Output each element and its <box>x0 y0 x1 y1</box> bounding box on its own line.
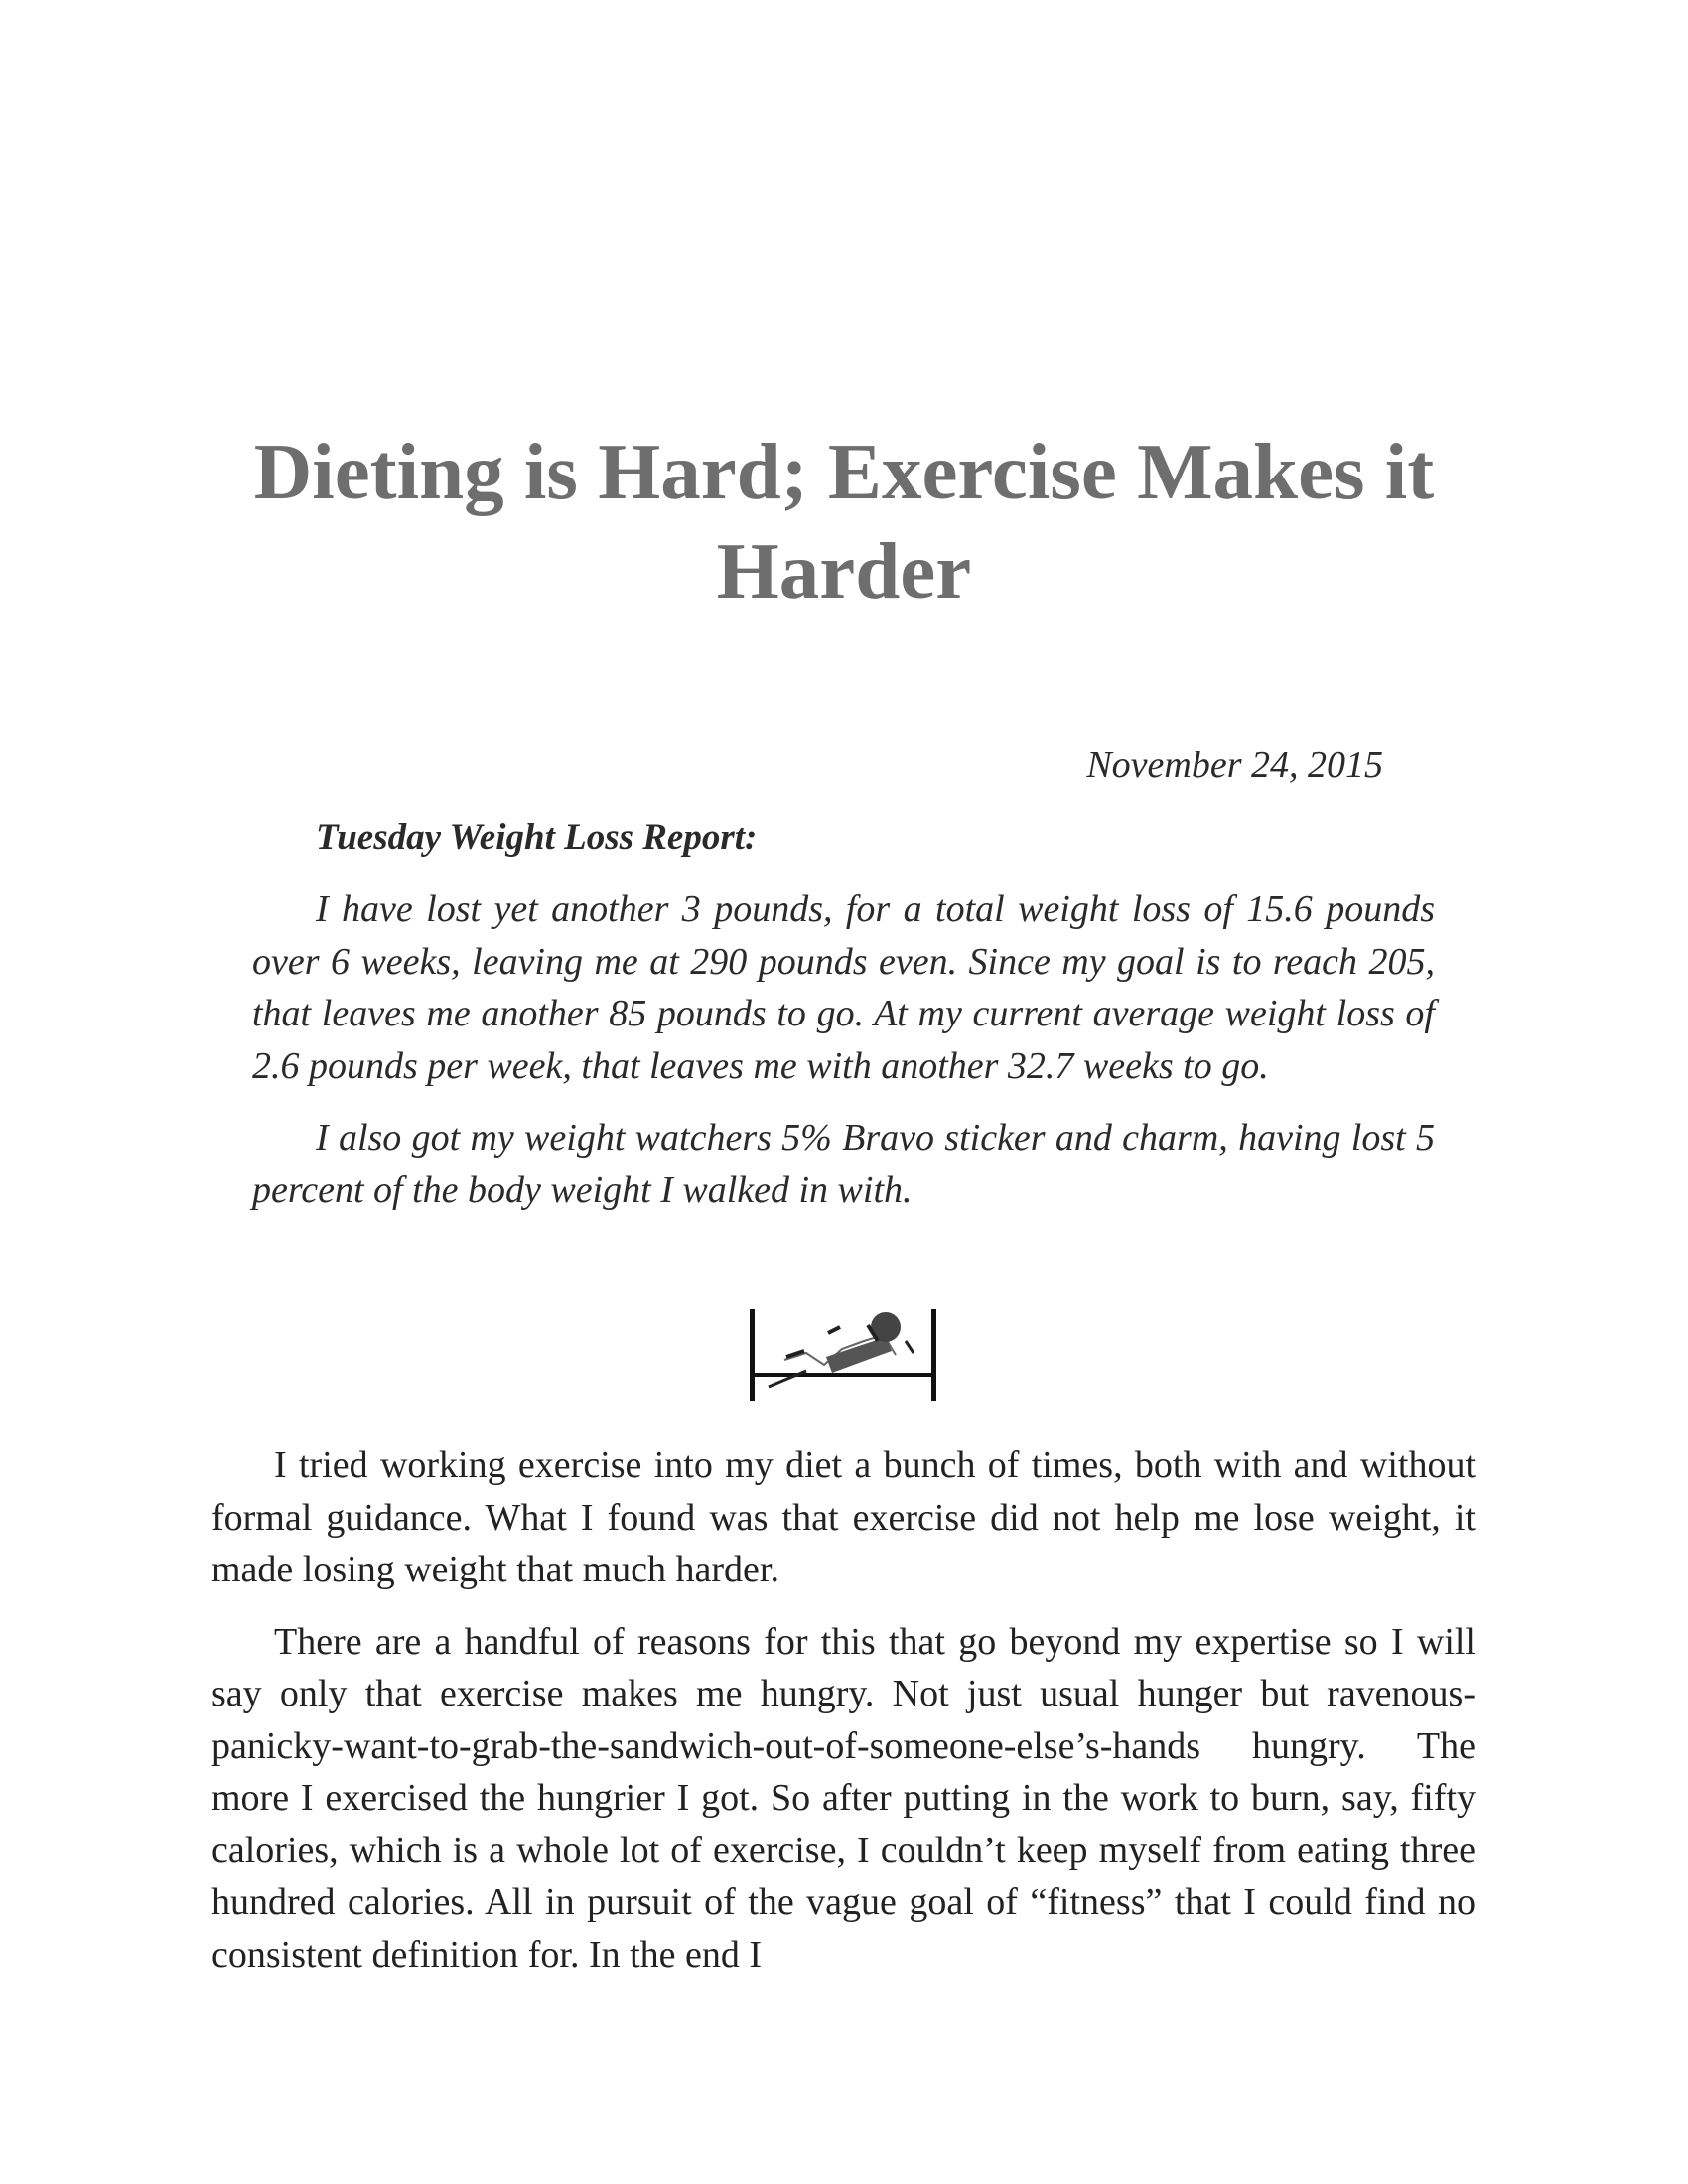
page-title: Dieting is Hard; Exercise Makes it Harder <box>253 427 1435 615</box>
report-paragraph: I also got my weight watchers 5% Bravo sticker and charm, having lost 5 percent of the body weight I walked in with. <box>252 1117 1435 1211</box>
body-paragraph: There are a handful of reasons for this that go beyond my expertise so I will say only that exercise makes me hungry. Not just usual hunger but ravenous-panicky-want-to-grab-the-sandwich-out-of-someone-else’s-hands hungry. The more I exercised the hungrier I got. So after putting in the work to burn, say, fifty calories, which is a whole lot of exercise, I couldn’t keep myself from eating three hundred calories. All in pursuit of the vague goal of “fitness” that I could find no consistent definition for. In the end I <box>211 1620 1476 1976</box>
weight-loss-report <box>252 884 1435 1236</box>
bed-frame <box>755 1373 931 1377</box>
report-heading: Tuesday Weight Loss Report: <box>316 817 758 858</box>
report-paragraph: I have lost yet another 3 pounds, for a total weight loss of 15.6 pounds over 6 weeks, leaving me at 290 pounds even. Since my goal is to reach 205, that leaves me another 85 pounds to go. At my current average weight loss of 2.6 pounds per week, that leaves me with another 32.7 weeks to go. <box>252 888 1435 1087</box>
body-paragraph: I tried working exercise into my diet a bunch of times, both with and without formal guidance. What I found was that exercise did not help me lose weight, it made losing weight that much harder. <box>211 1444 1476 1590</box>
arm-stroke <box>828 1327 840 1333</box>
person-lying-in-bed-icon <box>747 1305 943 1405</box>
bed-post-left <box>750 1309 755 1401</box>
hand-stroke <box>906 1341 914 1353</box>
foot-stroke <box>786 1351 804 1357</box>
article-body <box>211 1439 1476 1980</box>
post-date: November 24, 2015 <box>1086 745 1383 786</box>
bed-post-right <box>931 1309 936 1401</box>
